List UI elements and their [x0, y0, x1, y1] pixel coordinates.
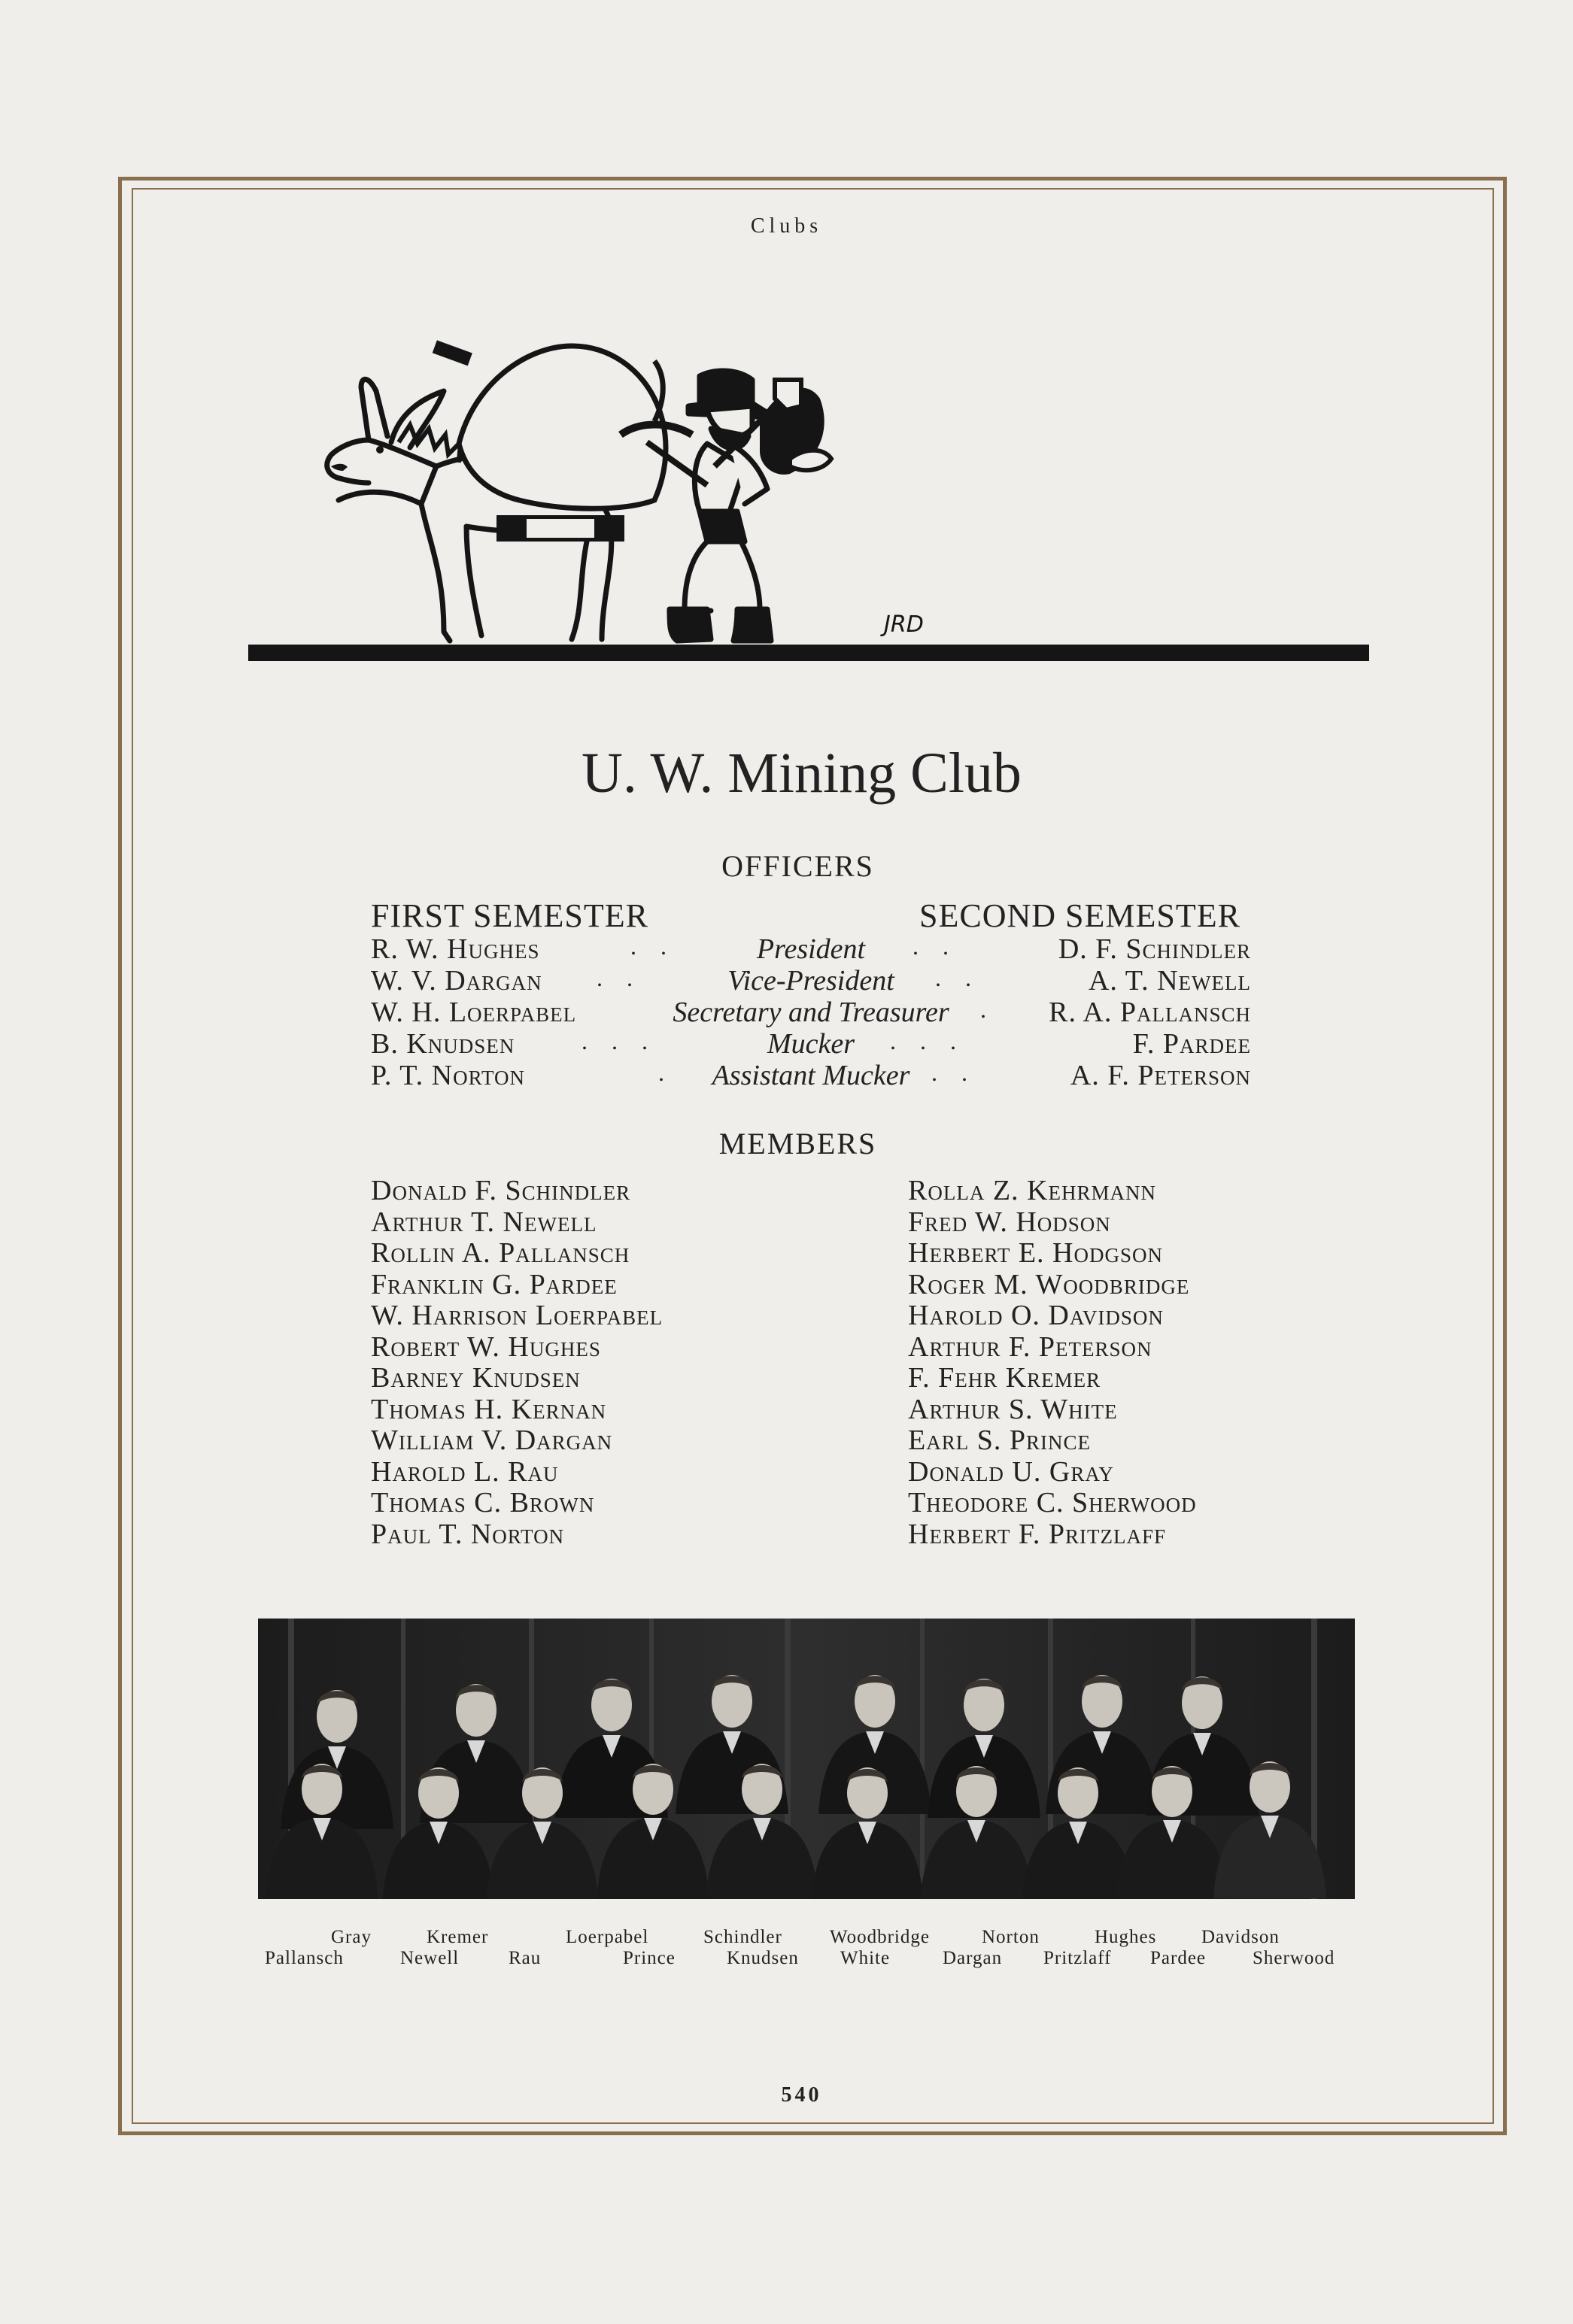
second-semester-officer: D. F. Schindler — [1058, 933, 1251, 965]
member-name: Roger M. Woodbridge — [908, 1268, 1190, 1300]
caption-name: Loerpabel — [566, 1927, 649, 1947]
caption-name: Rau — [509, 1948, 542, 1968]
officer-row — [371, 996, 1251, 1029]
caption-name: Prince — [623, 1948, 676, 1968]
member-name: Rollin A. Pallansch — [371, 1237, 630, 1269]
caption-name: Davidson — [1201, 1927, 1280, 1947]
caption-name: Schindler — [703, 1927, 782, 1947]
caption-name: Hughes — [1095, 1927, 1157, 1947]
member-name: Harold O. Davidson — [908, 1300, 1164, 1331]
member-name: Franklin G. Pardee — [371, 1268, 618, 1300]
leader-dots: . . — [597, 964, 642, 991]
officer-row — [371, 1027, 1251, 1060]
member-name: Robert W. Hughes — [371, 1330, 601, 1363]
second-semester-officer: F. Pardee — [1132, 1028, 1251, 1060]
member-name: Donald F. Schindler — [371, 1175, 631, 1206]
member-name: Arthur F. Peterson — [908, 1330, 1152, 1363]
member-name: Paul T. Norton — [371, 1518, 565, 1550]
officer-row — [371, 933, 1251, 966]
member-name: Donald U. Gray — [908, 1455, 1114, 1488]
member-name: Arthur S. White — [908, 1393, 1118, 1425]
member-name: Barney Knudsen — [371, 1362, 581, 1394]
leader-dots: . — [658, 1059, 673, 1086]
second-semester-officer: R. A. Pallansch — [1049, 997, 1251, 1028]
member-name: W. Harrison Loerpabel — [371, 1300, 664, 1331]
page-number: 540 — [781, 2083, 822, 2107]
member-name: Herbert E. Hodgson — [908, 1237, 1163, 1269]
member-name: Harold L. Rau — [371, 1455, 559, 1488]
members-list-left — [371, 1176, 663, 1550]
caption-name: Norton — [982, 1927, 1040, 1947]
office-title: Assistant Mucker — [712, 1060, 910, 1091]
officers-heading: OFFICERS — [721, 849, 874, 883]
members-heading: MEMBERS — [718, 1127, 877, 1160]
first-semester-officer: B. Knudsen — [371, 1028, 515, 1060]
office-title: Secretary and Treasurer — [673, 997, 949, 1028]
caption-name: Pardee — [1150, 1948, 1207, 1968]
first-semester-label: FIRST SEMESTER — [371, 897, 648, 934]
caption-name: Woodbridge — [830, 1927, 930, 1947]
leader-dots: . . — [630, 933, 676, 960]
caption-name: Dargan — [943, 1948, 1003, 1968]
second-semester-label: SECOND SEMESTER — [919, 897, 1240, 934]
caption-name: Newell — [400, 1948, 460, 1968]
leader-dots: . . . — [582, 1027, 657, 1054]
mining-illustration — [248, 316, 1369, 669]
first-semester-officer: W. H. Loerpabel — [371, 997, 577, 1028]
leader-dots: . . — [913, 933, 958, 960]
group-photo-image — [258, 1619, 1355, 1899]
member-name: Thomas C. Brown — [371, 1487, 595, 1518]
office-title: Vice-President — [727, 965, 894, 997]
page-title: U. W. Mining Club — [582, 742, 1022, 805]
first-semester-officer: R. W. Hughes — [371, 933, 540, 965]
office-title: President — [756, 933, 866, 965]
leader-dots: . — [980, 996, 995, 1023]
officer-row — [371, 964, 1251, 997]
member-name: Thomas H. Kernan — [371, 1393, 607, 1425]
leader-dots: . . — [935, 964, 980, 991]
running-head: Clubs — [750, 214, 823, 238]
officer-row — [371, 1059, 1251, 1092]
caption-name: Pritzlaff — [1043, 1948, 1112, 1968]
second-semester-officer: A. F. Peterson — [1070, 1060, 1251, 1091]
member-name: Arthur T. Newell — [371, 1206, 597, 1238]
caption-name: Kremer — [427, 1927, 489, 1947]
caption-name: Gray — [331, 1927, 372, 1947]
member-name: Earl S. Prince — [908, 1424, 1091, 1456]
leader-dots: . . — [931, 1059, 976, 1086]
leader-dots: . . . — [890, 1027, 965, 1054]
illustrator-signature: JRD — [884, 611, 924, 638]
member-name: F. Fehr Kremer — [908, 1362, 1101, 1394]
caption-name: White — [840, 1948, 891, 1968]
caption-name: Sherwood — [1253, 1948, 1335, 1968]
member-name: Fred W. Hodson — [908, 1206, 1111, 1238]
first-semester-officer: W. V. Dargan — [371, 965, 542, 997]
group-photo — [258, 1619, 1355, 1899]
member-name: William V. Dargan — [371, 1424, 613, 1456]
member-name: Theodore C. Sherwood — [908, 1487, 1197, 1518]
member-name: Herbert F. Pritzlaff — [908, 1518, 1167, 1550]
member-name: Rolla Z. Kehrmann — [908, 1175, 1156, 1206]
caption-name: Knudsen — [727, 1948, 799, 1968]
office-title: Mucker — [767, 1028, 855, 1060]
caption-name: Pallansch — [265, 1948, 344, 1968]
first-semester-officer: P. T. Norton — [371, 1060, 525, 1091]
second-semester-officer: A. T. Newell — [1088, 965, 1251, 997]
members-list-right — [908, 1176, 1197, 1550]
